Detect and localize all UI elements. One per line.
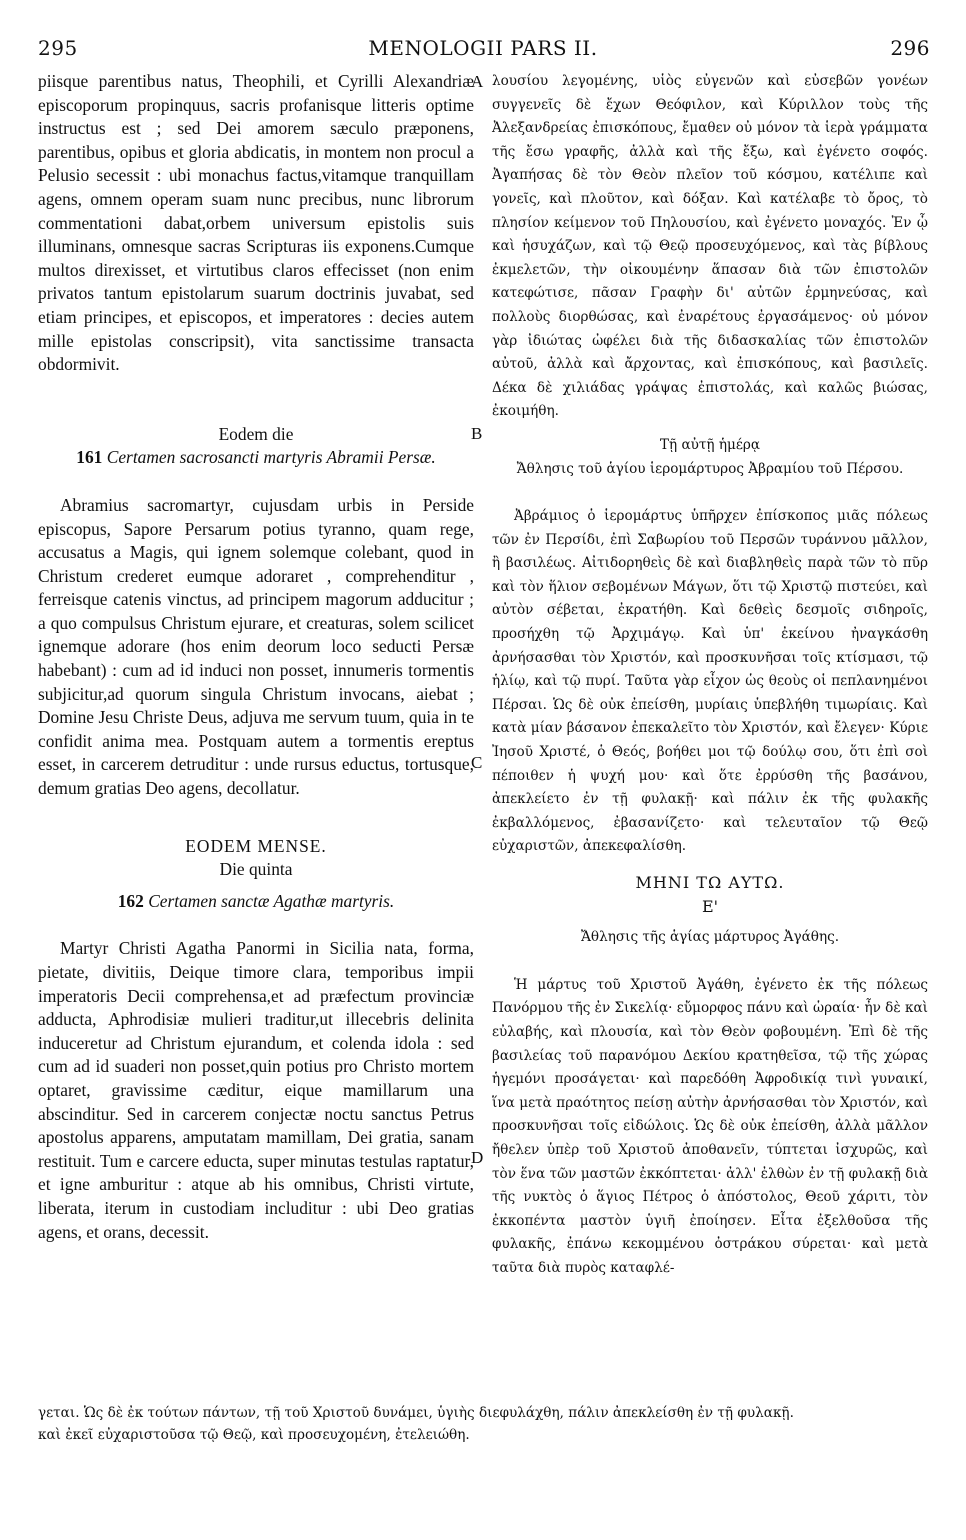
greek-continuation-line-2: καὶ ἐκεῖ εὐχαριστοῦσα τῷ Θεῷ, καὶ προσευχομένη, ἐτελειώθη. [38,1427,470,1443]
latin-paragraph-1: piisque parentibus natus, Theophili, et Cyrilli Alexandriæ episcoporum propinquus, sacris profanisque litteris optime instructus est ; sed Dei amorem sæculo præponens, parentibus, opibus et gloria abdicatis, in montem non procul a Pelusio secessit : ubi monachus factus,vitamque tranquillam agens, omnem operam suam nunc precibus, nunc librorum commentationi dabat,orbem universum epistolis suis illuminans, omnesque sacras Scripturas iis exponens.Cumque multos direxisset, et virtutibus claros effecisset (non enim privatos tantum epistolarum suarum doctrinis juvabat, sed etiam principes, et episcopos, et imperatores : decies autem mille epistolas conscripsit), vita sanctissime transacta obdormivit. [38,71,474,375]
greek-paragraph-1: λουσίου λεγομένης, υἱὸς εὐγενῶν καὶ εὐσεβῶν γονέων συγγενεῖς δὲ ἔχων Θεόφιλον, καὶ Κύριλλον τοὺς τῆς Ἀλεξανδρείας ἐπισκόπους, ἔμαθεν οὐ μόνον τὰ ἱερὰ γράμματα τῆς ἔσω γραφῆς, ἀλλὰ καὶ τῆς ἔξω, καὶ ἐγένετο σοφός. Ἀγαπήσας δὲ τὸν Θεὸν πλεῖον τοῦ κόσμου, κατέλιπε καὶ γονεῖς, καὶ πλοῦτον, καὶ δόξαν. Καὶ κατέλαβε τὸ ὄρος, τὸ πλησίον κείμενον τοῦ Πηλουσίου, καὶ ἐγένετο μοναχός. Ἐν ᾧ καὶ ἡσυχάζων, καὶ τῷ Θεῷ προσευχόμενος, καὶ τὰς βίβλους ἐκμελετῶν, τὴν οἰκουμένην ἅπασαν διὰ τῶν ἐπιστολῶν κατεφώτισε, πᾶσαν Γραφὴν δι' αὐτῶν ἑρμηνεύσας, καὶ πολλοὺς διορθώσας, καὶ ἐναρέτους ἐργασάμενος· οὐ μόνον γὰρ ἰδιώτας ὠφέλει διὰ τῆς διδασκαλίας τῶν ἐπιστολῶν αὐτοῦ, ἀλλὰ καὶ ἄρχοντας, καὶ ἐπισκόπους, καὶ βασιλεῖς. Δέκα δὲ χιλιάδας γράψας ἐπιστολάς, καὶ καλῶς βιώσας, ἐκοιμήθη. [492,73,928,420]
latin-section-161-title [38,446,474,470]
section-number-162: 162 [117,890,144,911]
running-title: MENOLOGII PARS II. [368,36,598,60]
greek-day-five: Ε' [701,896,719,916]
latin-day-five: Die quinta [219,859,293,880]
greek-continuation [38,1402,928,1446]
margin-letter-d: D [471,1148,484,1167]
latin-column [38,70,474,1244]
greek-continuation-line-1: γεται. Ὡς δὲ ἐκ τούτων πάντων, τῇ τοῦ Χριστοῦ δυνάμει, ὑγιὴς διεφυλάχθη, πάλιν ἀπεκλείσθη ἐν τῇ φυλακῇ. [38,1405,794,1421]
greek-day-heading: Τῇ αὐτῇ ἡμέρᾳ [659,436,761,453]
greek-section-title-agathe: Ἄθλησις τῆς ἁγίας μάρτυρος Ἀγάθης. [580,929,840,946]
greek-section-title-abramios: Ἄθλησις τοῦ ἁγίου ἱερομάρτυρος Ἀβραμίου τοῦ Πέρσου. [516,460,904,477]
greek-month-heading: ΜΗΝΙ ΤΩ ΑΥΤΩ. [635,873,785,892]
greek-paragraph-3: Ἡ μάρτυς τοῦ Χριστοῦ Ἀγάθη, ἐγένετο ἐκ τῆς πόλεως Πανόρμου τῆς ἐν Σικελίᾳ· εὔμορφος πάνυ καὶ ὡραία· ἦν δὲ καὶ εὐλαβής, καὶ πλουσία, καὶ τὸν Θεὸν φοβουμένη. Ἐπὶ δὲ τῆς βασιλείας τοῦ παρανόμου Δεκίου κρατηθεῖσα, τῷ τῆς χώρας ἡγεμόνι προσάγεται· καὶ παρεδόθη Ἀφροδικίᾳ τινὶ γυναικί, ἵνα μετὰ πραότητος πείσῃ αὐτὴν ἀρνήσασθαι τὸν Χριστόν, καὶ προσκυνῆσαι τοῖς εἰδώλοις. Ὡς δὲ οὐκ ἐπείσθη, ἀλλὰ μᾶλλον ἤθελεν ὑπὲρ τοῦ Χριστοῦ ἀποθανεῖν, τύπτεται ἰσχυρῶς, καὶ τὸν ἕνα τῶν μαστῶν ἐκκόπτεται· ἀλλ' ἐλθὼν ἐν τῇ φυλακῇ διὰ τῆς νυκτὸς ὁ ἅγιος Πέτρος ὁ ἀπόστολος, Θεοῦ χάριτι, τὸν ἐκκοπέντα μαστὸν ὑγιῆ ἐποίησεν. Εἶτα ἐξελθοῦσα τῆς φυλακῆς, ἐπάνω κεκομμένου ὀστράκου σύρεται· καὶ μετὰ ταῦτα διὰ πυρὸς καταφλέ- [492,976,928,1276]
latin-month-heading: EODEM MENSE. [185,835,327,856]
latin-paragraph-2: Abramius sacromartyr, cujusdam urbis in Perside episcopus, Sapore Persarum potius tyranno, quam rege, accusatus a Magis, qui ignem solemque colebant, quod in Christum crederet eumque adoraret , comprehenditur , ferreisque catenis vinctus, ad principem magorum adducitur ; a quo compulsus Christum ejurare, et creaturas, solem scilicet ignemque adorare (hos enim deorum loco seducti Persæ habebant) : cum ad id induci non posset, innumeris tormentis subjicitur,ad quorum singula Christum invocans, aiebat ; Domine Jesu Christe Deus, adjuva me servum tuum, quia in te confidit anima mea. Postquam autem a tormentis ereptus esset, in carcerem detruditur : unde rursus eductus, tortusque, demum gratias Deo agens, decollatur. [38,494,474,799]
latin-section-162-title [38,890,474,914]
latin-paragraph-3: Martyr Christi Agatha Panormi in Sicilia nata, forma, pietate, divitiis, Deique timore clara, temporibus impii imperatoris Decii comprehensa,et ad præfectum provinciæ adducta, Aphrodisiæ mulieri traditur,ut illecebris delinita induceretur ad Christum ejurandum, et colenda idola : sed cum ad id suaderi non posset,quin potius pro Christo mortem optaret, gravissime cæditur, eique mamillarum una abscinditur. Sed in carcerem conjectæ noctu sanctus Petrus apostolus apparens, amputatam mamillam, Dei gratia, sanam restituit. Tum e carcere educta, super minutas testulas raptatur, et igne amburitur : atque ab his omnibus, Christi virtute, liberata, iterum in custodiam includitur : ubi Deo gratias agens, et orans, decessit. [38,938,474,1242]
greek-column [492,70,928,1281]
greek-paragraph-2: Ἀβράμιος ὁ ἱερομάρτυς ὑπῆρχεν ἐπίσκοπος μιᾶς πόλεως τῶν ἐν Περσίδι, ἐπὶ Σαβωρίου τοῦ Περσῶν τυράννου μᾶλλον, ἢ βασιλέως. Αἰτιδορηθεὶς δὲ καὶ διαβληθεὶς παρὰ τῶν τὸ πῦρ καὶ τὸν ἥλιον σεβομένων Μάγων, ὅτι τῷ Χριστῷ πιστεύει, καὶ αὐτὸν σέβεται, ἐκρατήθη. Καὶ δεθεὶς δεσμοῖς σιδηροῖς, προσήχθη τῷ Ἀρχιμάγῳ. Καὶ ὑπ' ἐκείνου ἠναγκάσθη ἀρνήσασθαι τὸν Χριστόν, καὶ προσκυνῆσαι τοῖς κτίσμασι, τῷ ἡλίῳ, καὶ τῷ πυρί. Ταῦτα γὰρ εἶχον ὡς θεοὺς οἱ πεπλανημένοι Πέρσαι. Ὡς δὲ οὐκ ἐπείσθη, μυρίαις ὑπεβλήθη τιμωρίαις. Καὶ κατὰ μίαν βάσανον ἐπεκαλεῖτο τὸν Χριστόν, καὶ ἔλεγεν· Κύριε Ἰησοῦ Χριστέ, ὁ Θεός, βοήθει μοι τῷ δούλῳ σου, ὅτι ἐπὶ σοὶ πέποιθεν ἡ ψυχή μου· καὶ ὅτε ἐρρύσθη τῆς βασάνου, ἀπεκλείετο ἐν τῇ φυλακῇ· καὶ πάλιν ἐκ τῆς φυλακῆς ἐκβαλλόμενος, ἐβασανίζετο· καὶ τελευταῖον τῷ Θεῷ εὐχαριστῶν, ἀπεκεφαλίσθη. [492,508,928,855]
page-number-right: 296 [890,36,930,60]
section-number-161: 161 [76,447,103,468]
margin-letter-a: A [471,72,484,91]
latin-title-text-162: Certamen sanctæ Agathæ martyris. [148,890,395,911]
latin-title-text-161: Certamen sacrosancti martyris Abramii Persæ. [106,447,436,468]
margin-letter-b: B [471,424,483,443]
margin-letter-c: C [471,753,483,772]
page-number-left: 295 [38,36,78,60]
latin-day-heading: Eodem die [218,423,294,444]
